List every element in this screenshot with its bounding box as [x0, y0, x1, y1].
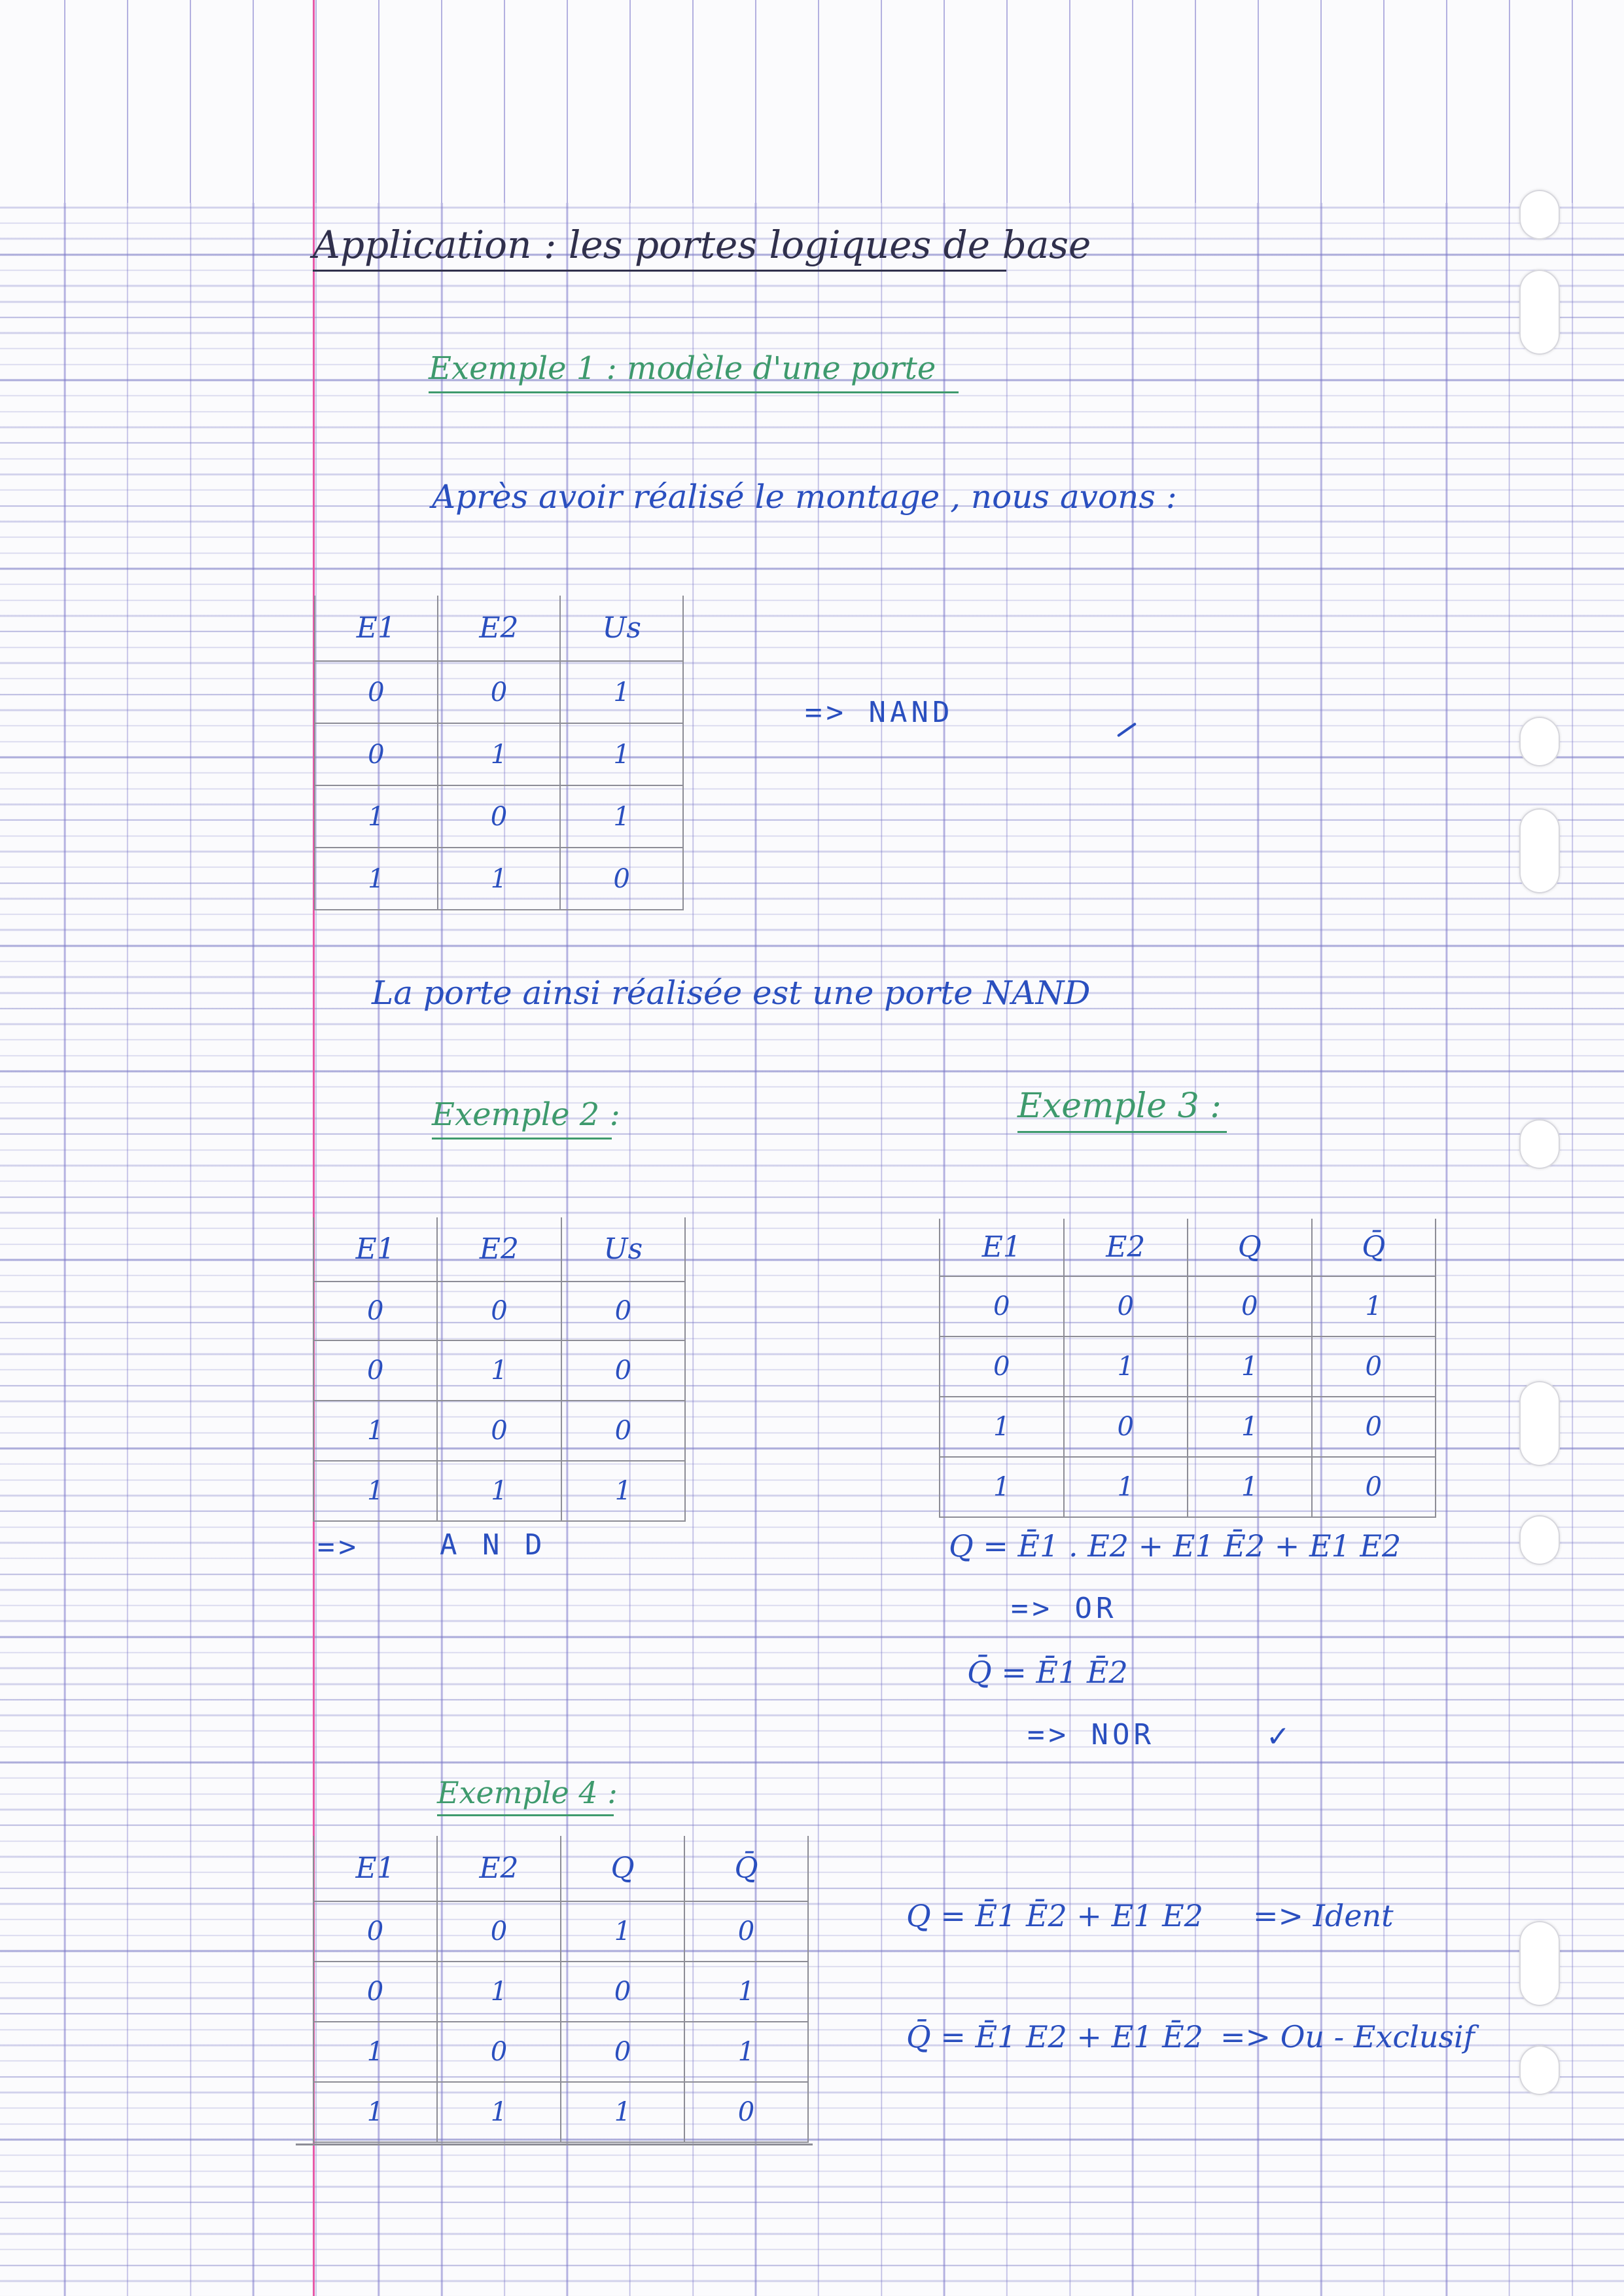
ex4-cell: 0	[313, 1962, 437, 2022]
ex3-cell: 0	[1064, 1397, 1188, 1457]
ex3-cell: 0	[940, 1276, 1064, 1336]
ex1-header-cell: E1	[315, 596, 438, 661]
binder-hole	[1519, 1515, 1560, 1565]
ex3-result-nor: => NOR	[1027, 1718, 1155, 1751]
ex3-cell: 1	[940, 1457, 1064, 1517]
ex1-heading: Exemple 1 : modèle d'une porte	[429, 350, 936, 387]
ex1-cell: 0	[438, 661, 561, 723]
ex4-result-ident: => Ident	[1253, 1898, 1394, 1933]
ex2-header-cell: E2	[437, 1217, 561, 1282]
page-title: Application : les portes logiques de base	[313, 223, 1091, 267]
ex3-header-cell: Q̄	[1312, 1219, 1436, 1276]
ex3-header-cell: E2	[1064, 1219, 1188, 1276]
page-header-grid	[0, 0, 1624, 203]
ex4-cell: 1	[437, 1962, 561, 2022]
ex3-cell: 1	[1312, 1276, 1436, 1336]
ex2-heading-underline	[432, 1138, 612, 1139]
ex4-cell: 1	[313, 2082, 437, 2142]
ex1-cell: 1	[560, 723, 683, 785]
ex4-header-cell: Q̄	[684, 1836, 808, 1901]
ex2-result: A N D	[440, 1528, 546, 1562]
ex4-cell: 0	[313, 1901, 437, 1962]
ex3-cell: 0	[1188, 1276, 1312, 1336]
ex4-cell: 1	[684, 1962, 808, 2022]
ex3-cell: 0	[1312, 1397, 1436, 1457]
ex4-header-cell: E1	[313, 1836, 437, 1901]
ex3-truth-table	[939, 1219, 1436, 1518]
ex4-cell: 1	[313, 2022, 437, 2082]
binder-hole	[1519, 190, 1560, 240]
ex2-cell: 1	[313, 1461, 437, 1521]
ex1-heading-underline	[429, 391, 959, 393]
title-underline	[313, 270, 1006, 272]
ex1-cell: 0	[560, 848, 683, 910]
ex2-truth-table	[313, 1217, 686, 1522]
ex1-cell: 0	[315, 723, 438, 785]
ex3-cell: 0	[940, 1336, 1064, 1397]
ex3-result-or: => OR	[1011, 1592, 1118, 1625]
ex1-header-cell: E2	[438, 596, 561, 661]
ex1-cell: 0	[315, 661, 438, 723]
ex4-cell: 0	[561, 1962, 684, 2022]
ex2-header-cell: E1	[313, 1217, 437, 1282]
ex4-truth-table	[313, 1836, 809, 2143]
ex1-cell: 1	[560, 785, 683, 848]
ex4-cell: 0	[684, 1901, 808, 1962]
ex4-cell: 1	[684, 2022, 808, 2082]
ex3-cell: 1	[1064, 1457, 1188, 1517]
ex4-formula-ident: Q = Ē1 Ē2 + E1 E2	[906, 1898, 1203, 1933]
ex2-cell: 0	[561, 1401, 685, 1461]
ex4-header-cell: E2	[437, 1836, 561, 1901]
binder-hole	[1519, 717, 1560, 766]
ex3-header-cell: Q	[1188, 1219, 1312, 1276]
ex4-cell: 0	[437, 2022, 561, 2082]
ex2-header-cell: Us	[561, 1217, 685, 1282]
ex3-cell: 0	[1064, 1276, 1188, 1336]
ex1-intro: Après avoir réalisé le montage , nous avons :	[432, 478, 1177, 516]
ex4-cell: 1	[437, 2082, 561, 2142]
ex3-cell: 1	[1188, 1336, 1312, 1397]
ex2-cell: 0	[437, 1282, 561, 1340]
ex4-heading: Exemple 4 :	[437, 1775, 618, 1810]
ex1-cell: 1	[438, 723, 561, 785]
ex1-cell: 1	[315, 785, 438, 848]
check-mark-icon	[1117, 723, 1137, 738]
ex4-table-baseline	[296, 2144, 813, 2145]
ex1-cell: 1	[560, 661, 683, 723]
ex4-cell: 0	[684, 2082, 808, 2142]
ex4-cell: 1	[561, 2082, 684, 2142]
ex1-cell: 0	[438, 785, 561, 848]
ex3-heading: Exemple 3 :	[1017, 1086, 1222, 1126]
ex2-cell: 0	[313, 1282, 437, 1340]
ex2-cell: 1	[561, 1461, 685, 1521]
ex2-cell: 0	[561, 1282, 685, 1340]
ex1-truth-table	[314, 596, 684, 910]
ex3-cell: 1	[1188, 1457, 1312, 1517]
ex3-header-cell: E1	[940, 1219, 1064, 1276]
ex3-formula-nor: Q̄ = Ē1 Ē2	[967, 1655, 1128, 1690]
ex2-cell: 1	[313, 1401, 437, 1461]
ex1-cell: 1	[315, 848, 438, 910]
ex3-heading-underline	[1017, 1131, 1227, 1133]
ex4-header-cell: Q	[561, 1836, 684, 1901]
check-mark-icon: ✓	[1266, 1720, 1290, 1753]
ex2-heading: Exemple 2 :	[432, 1096, 620, 1133]
ex4-cell: 0	[561, 2022, 684, 2082]
ex2-cell: 0	[561, 1340, 685, 1401]
binder-hole	[1519, 1921, 1560, 2006]
ex2-cell: 0	[313, 1340, 437, 1401]
ex3-cell: 0	[1312, 1457, 1436, 1517]
ex3-cell: 1	[940, 1397, 1064, 1457]
ex1-conclusion: La porte ainsi réalisée est une porte NAND	[372, 974, 1091, 1012]
ex4-cell: 0	[437, 1901, 561, 1962]
binder-hole	[1519, 808, 1560, 893]
ex1-result: => NAND	[805, 696, 954, 729]
ex2-cell: 0	[437, 1401, 561, 1461]
ex1-header-cell: Us	[560, 596, 683, 661]
ex4-formula-xor: Q̄ = Ē1 E2 + E1 Ē2	[906, 2019, 1203, 2054]
ex2-cell: 1	[437, 1461, 561, 1521]
ex1-cell: 1	[438, 848, 561, 910]
ex4-heading-underline	[437, 1814, 614, 1816]
ex3-cell: 1	[1188, 1397, 1312, 1457]
ex4-result-xor: => Ou - Exclusif	[1220, 2019, 1475, 2054]
binder-hole	[1519, 2045, 1560, 2095]
ex4-cell: 1	[561, 1901, 684, 1962]
binder-hole	[1519, 270, 1560, 355]
binder-hole	[1519, 1381, 1560, 1466]
ex2-cell: 1	[437, 1340, 561, 1401]
ex3-cell: 0	[1312, 1336, 1436, 1397]
binder-hole	[1519, 1119, 1560, 1169]
ex2-result-arrow: =>	[317, 1530, 360, 1564]
ex3-formula-or: Q = Ē1 . E2 + E1 Ē2 + E1 E2	[949, 1528, 1402, 1564]
ex3-cell: 1	[1064, 1336, 1188, 1397]
